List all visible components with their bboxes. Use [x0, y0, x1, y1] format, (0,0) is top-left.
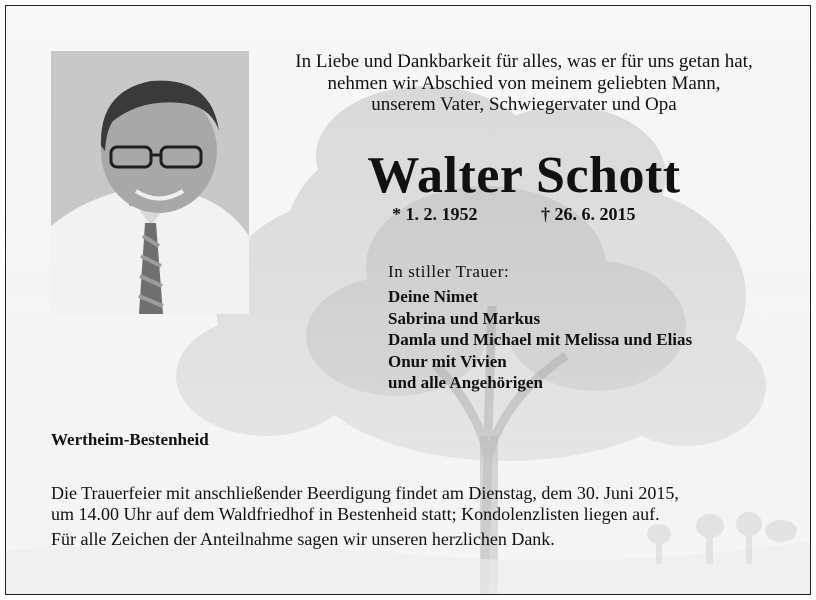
mourner-entry: Sabrina und Markus: [388, 308, 541, 328]
mourners-list: [388, 286, 692, 394]
portrait-photo: [51, 51, 249, 314]
deceased-name: Walter Schott: [367, 147, 681, 204]
intro-line: nehmen wir Abschied von meinem geliebten Mann,: [327, 72, 721, 94]
intro-line: In Liebe und Dankbarkeit für alles, was er für uns getan hat,: [295, 51, 753, 72]
funeral-service-text: [51, 483, 791, 525]
obituary-notice: [5, 5, 811, 595]
mourner-entry: Damla und Michael mit Melissa und Elias: [388, 330, 693, 349]
mourner-entry: Onur mit Vivien: [388, 351, 507, 371]
intro-line: unserem Vater, Schwiegervater und Opa: [371, 94, 677, 115]
service-line: um 14.00 Uhr auf dem Waldfriedhof in Bestenheid statt; Kondolenzlisten liegen auf.: [51, 504, 660, 524]
mourner-entry: und alle Angehörigen: [388, 373, 543, 392]
place-name: Wertheim-Bestenheid: [51, 430, 209, 449]
mourning-heading: In stiller Trauer:: [388, 262, 510, 281]
death-date: † 26. 6. 2015: [541, 204, 636, 224]
service-line: Die Trauerfeier mit anschließender Beerdigung findet am Dienstag, dem 30. Juni 2015,: [51, 483, 679, 503]
birth-date: * 1. 2. 1952: [392, 204, 478, 224]
thanks-text: Für alle Zeichen der Anteilnahme sagen wir unseren herzlichen Dank.: [51, 529, 555, 549]
intro-text: [254, 51, 794, 116]
mourner-entry: Deine Nimet: [388, 287, 479, 306]
